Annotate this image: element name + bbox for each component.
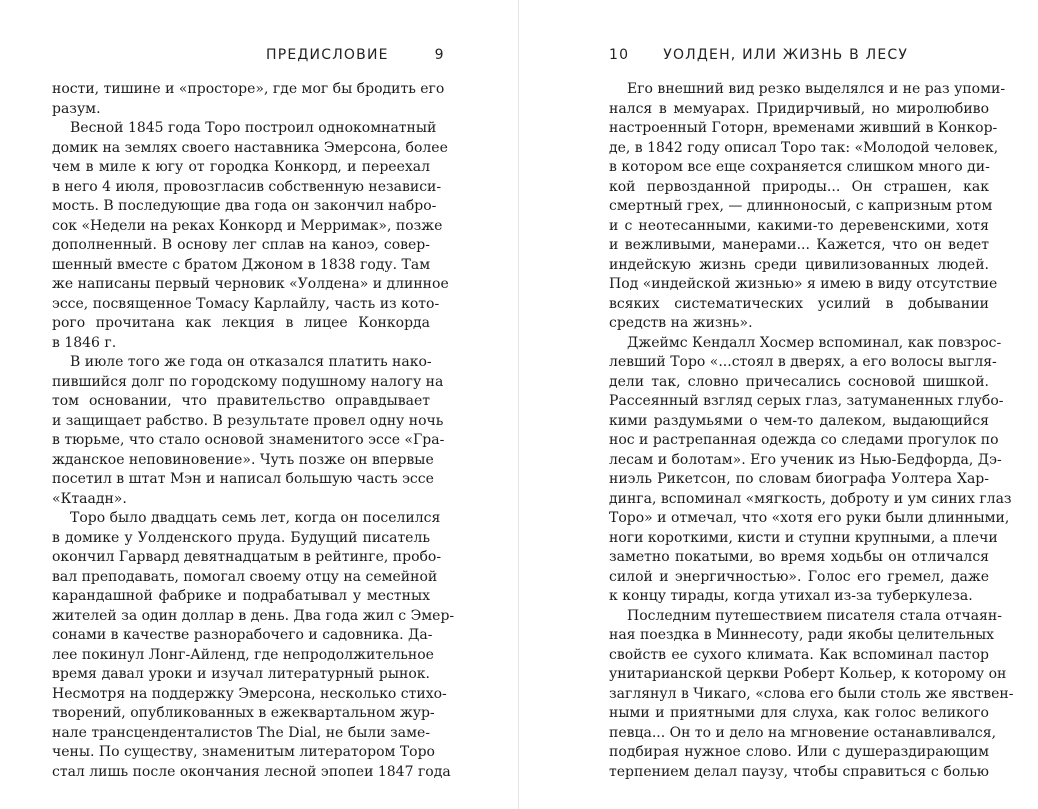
text-line: всяких систематических усилий в добывании	[609, 295, 989, 312]
left-page	[0, 0, 518, 809]
text-line: терпением делал паузу, чтобы справиться с болью	[609, 763, 989, 780]
text-line: нале трансценденталистов The Dial, не были заме-	[52, 724, 430, 741]
text-line: средств на жизнь».	[609, 315, 753, 331]
text-line: рого прочитана как лекция в лицее Конкорда	[52, 315, 430, 331]
text-line: чем в миле к югу от городка Конкорд, и переехал	[52, 159, 430, 175]
running-head	[266, 47, 445, 63]
text-line: разум.	[52, 100, 101, 117]
text-line: пившийся долг по городскому подушному налогу на	[52, 373, 444, 390]
text-line: Несмотря на поддержку Эмерсона, несколько стихо-	[52, 685, 447, 702]
text-line: ниэль Рикетсон, по словам биографа Уолтера Хар-	[609, 471, 989, 487]
text-line: Джеймс Кендалл Хосмер вспоминал, как повзрос-	[627, 334, 1002, 351]
text-line: сонами в качестве разнорабочего и садовника. Да-	[52, 627, 433, 643]
text-line: жителей за один доллар в день. Два года жил с Эмер-	[52, 607, 455, 624]
running-head-title: УОЛДЕН, ИЛИ ЖИЗНЬ В ЛЕСУ	[663, 47, 909, 63]
text-line: заметно покатыми, во время ходьбы он отличался	[609, 549, 989, 565]
body-text	[609, 80, 1014, 782]
text-line: лее покинул Лонг-Айленд, где непродолжительное	[52, 646, 434, 663]
text-line: заглянул в Чикаго, «слова его были столь же явствен-	[609, 685, 1014, 702]
text-line: левший Торо «...стоял в дверях, а его волосы выгля-	[609, 354, 997, 370]
text-line: в 1846 г.	[52, 334, 117, 351]
text-line: настроенный Готорн, временами живший в Конкор-	[609, 120, 998, 136]
text-line: силой и энергичностью». Голос его гремел, даже	[609, 568, 989, 585]
text-line: дели так, словно причесались сосновой шишкой.	[609, 373, 989, 390]
text-line: шенный вместе с братом Джоном в 1838 году. Там	[52, 256, 431, 273]
text-line: посетил в штат Мэн и написал большую часть эссе	[52, 471, 434, 487]
running-head	[609, 47, 908, 63]
running-head-title: ПРЕДИСЛОВИЕ	[266, 47, 389, 63]
text-line: и вежливыми, манерами... Кажется, что он ведет	[609, 237, 989, 253]
text-line: в котором все еще сохраняется слишком много ди-	[609, 159, 990, 175]
text-line: вал преподавать, помогал своему отцу на семейной	[52, 568, 438, 585]
text-line: динга, вспоминал «мягкость, доброту и ум синих глаз	[609, 490, 1012, 507]
text-line: Весной 1845 года Торо построил однокомнатный	[70, 120, 437, 136]
text-line: эссе, посвященное Томасу Карлайлу, часть из кото-	[52, 295, 440, 312]
text-line: ными и приятными для слуха, как голос великого	[609, 705, 989, 721]
page-number: 9	[434, 47, 445, 63]
text-line: том основании, что правительство оправдывает	[52, 393, 430, 409]
text-line: домик на землях своего наставника Эмерсона, более	[52, 139, 448, 156]
body-text	[52, 80, 455, 782]
text-line: и с неотесанными, какими-то деревенскими, хотя	[609, 217, 989, 234]
text-line: певца... Он то и дело на мгновение останавливался,	[609, 724, 997, 741]
text-line: и защищает рабство. В результате провел одну ночь	[52, 412, 444, 429]
text-line: В июле того же года он отказался платить нако-	[70, 354, 432, 370]
text-line: время давал уроки и изучал литературный рынок.	[52, 666, 430, 682]
text-line: в него 4 июля, провозгласив собственную независи-	[52, 178, 442, 195]
text-line: карандашной фабрике и подрабатывал у местных	[52, 588, 430, 604]
text-line: же написаны первый черновик «Уолдена» и длинное	[52, 276, 449, 292]
right-page	[519, 0, 1038, 809]
page-number: 10	[609, 47, 630, 63]
text-line: дополненный. В основу лег сплав на каноэ, совер-	[52, 237, 430, 253]
text-line: ности, тишине и «просторе», где мог бы бродить его	[52, 81, 445, 97]
text-line: в тюрьме, что стало основой знаменитого эссе «Гра-	[52, 432, 445, 448]
text-line: де, в 1842 году описал Торо так: «Молодой человек,	[609, 139, 999, 156]
text-line: Торо было двадцать семь лет, когда он поселился	[70, 510, 441, 526]
text-line: нос и растрепанная одежда со следами прогулок по	[609, 432, 999, 448]
text-line: кими раздумьями о чем-то далеком, выдающийся	[609, 412, 989, 429]
text-line: Под «индейской жизнью» я имею в виду отсутствие	[609, 276, 998, 292]
text-line: Последним путешествием писателя стала отчаян-	[627, 607, 1002, 624]
text-line: чены. По существу, знаменитым литератором Торо	[52, 744, 435, 760]
text-line: смертный грех, — длинноносый, с капризным ртом	[609, 198, 993, 214]
text-line: творений, опубликованных в ежеквартальном жур-	[52, 705, 435, 721]
text-line: нался в мемуарах. Придирчивый, но миролюбиво	[609, 100, 989, 117]
text-line: «Ктаадн».	[52, 490, 127, 507]
text-line: к концу тирады, когда утихал из-за туберкулеза.	[609, 588, 973, 604]
text-line: ноги короткими, кисти и ступни крупными, а плечи	[609, 529, 998, 546]
text-line: ная поездка в Миннесоту, ради якобы целительных	[609, 627, 995, 643]
text-line: стал лишь после окончания лесной эпопеи 1847 года	[52, 763, 451, 780]
text-line: Его внешний вид резко выделялся и не раз упоми-	[627, 81, 1006, 97]
text-line: окончил Гарвард девятнадцатым в рейтинге, пробо-	[52, 549, 442, 565]
text-line: Торо» и отмечал, что «хотя его руки были длинными,	[609, 510, 1010, 526]
text-line: подбирая нужное слово. Или с душераздирающим	[609, 744, 989, 760]
text-line: мость. В последующие два года он закончил набро-	[52, 198, 437, 214]
text-line: жданское неповиновение». Чуть позже он впервые	[52, 451, 434, 468]
text-line: индейскую жизнь среди цивилизованных людей.	[609, 256, 989, 273]
text-line: в домике у Уолденского пруда. Будущий писатель	[52, 529, 430, 546]
text-line: Рассеянный взгляд серых глаз, затуманенных глубо-	[609, 393, 1004, 409]
text-line: унитарианской церкви Роберт Кольер, к которому он	[609, 666, 1007, 682]
text-line: лесам и болотам». Его ученик из Нью-Бедфорда, Дэ-	[609, 451, 1002, 468]
text-line: сок «Недели на реках Конкорд и Мерримак», позже	[52, 217, 443, 234]
text-line: кой первозданной природы... Он страшен, как	[609, 178, 989, 195]
text-line: свойств ее сухого климата. Как вспоминал пастор	[609, 646, 989, 663]
